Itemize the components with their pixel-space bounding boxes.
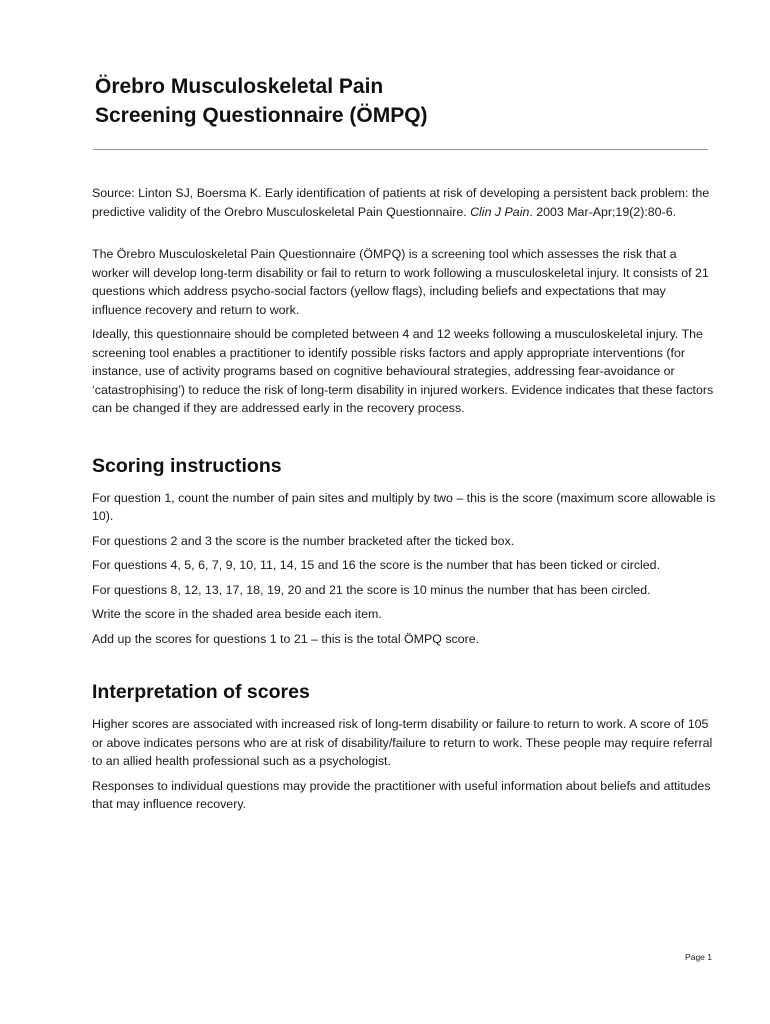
source-journal: Clin J Pain	[470, 204, 530, 219]
title-divider	[93, 149, 708, 150]
title-line-2: Screening Questionnaire (ÖMPQ)	[95, 104, 428, 127]
intro-paragraph: The Örebro Musculoskeletal Pain Questionnaire (ÖMPQ) is a screening tool which assesses the risk that a worker will develop long-term disability or fail to return to work following a musculoskeletal injury. It consists of 21 questions which address psycho-social factors (yellow flags), including beliefs and expectations that may influence recovery and return to work.	[92, 247, 709, 317]
intro-paragraph: Ideally, this questionnaire should be completed between 4 and 12 weeks following a musculoskeletal injury. The screening tool enables a practitioner to identify possible risks factors and apply appropriate interventions (for instance, use of activity programs based on cognitive behavioural strategies, addressing fear-avoidance or ‘catastrophising’) to reduce the risk of long-term disability in injured workers. Evidence indicates that these factors can be changed if they are addressed early in the recovery process.	[92, 327, 714, 415]
interpretation-heading: Interpretation of scores	[92, 681, 310, 703]
scoring-instruction: Add up the scores for questions 1 to 21 – this is the total ÖMPQ score.	[92, 631, 480, 646]
document-title	[95, 72, 715, 130]
document-body	[92, 184, 716, 820]
page-number: Page 1	[685, 952, 712, 962]
source-citation	[92, 184, 716, 221]
scoring-heading: Scoring instructions	[92, 454, 282, 477]
title-line-1: Örebro Musculoskeletal Pain	[95, 75, 384, 98]
interpretation-paragraph: Responses to individual questions may provide the practitioner with useful information about beliefs and attitudes that may influence recovery.	[92, 778, 711, 811]
scoring-instruction: For questions 4, 5, 6, 7, 9, 10, 11, 14, 15 and 16 the score is the number that has been ticked or circled.	[92, 558, 661, 572]
interpretation-paragraph: Higher scores are associated with increased risk of long-term disability or failure to return to work. A score of 105 or above indicates persons who are at risk of disability/failure to return to work. These people may require referral to an allied health professional such as a psychologist.	[92, 717, 713, 768]
scoring-instruction: For questions 2 and 3 the score is the number bracketed after the ticked box.	[92, 533, 515, 548]
source-suffix: . 2003 Mar-Apr;19(2):80-6.	[529, 204, 677, 219]
scoring-instruction: Write the score in the shaded area beside each item.	[92, 607, 382, 621]
scoring-instruction: For question 1, count the number of pain sites and multiply by two – this is the score (maximum score allowable is 10).	[92, 490, 716, 523]
scoring-instruction: For questions 8, 12, 13, 17, 18, 19, 20 and 21 the score is 10 minus the number that has been circled.	[92, 582, 651, 597]
source-prefix: Source: Linton SJ, Boersma K. Early identification of patients at risk of developing a persistent back problem: the predictive validity of the Orebro Musculoskeletal Pain Questionnaire.	[92, 186, 710, 219]
